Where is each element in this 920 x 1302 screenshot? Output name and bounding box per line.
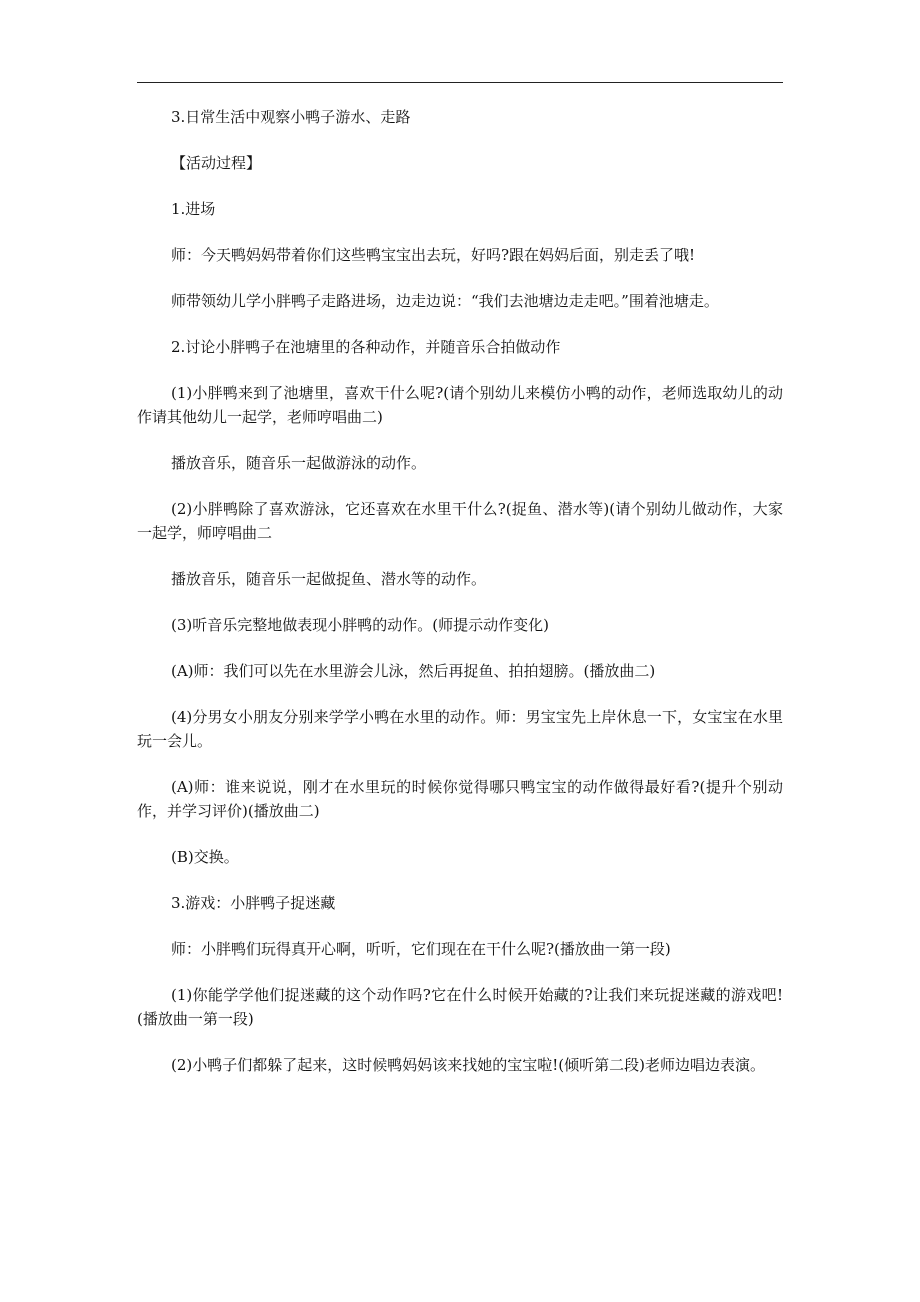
- paragraph-game-1: (1)你能学学他们捉迷藏的这个动作吗?它在什么时候开始藏的?让我们来玩捉迷藏的游戏吧!(播放曲一第一段): [137, 986, 783, 1028]
- paragraph-game-intro: 师：小胖鸭们玩得真开心啊，听听，它们现在在干什么呢?(播放曲一第一段): [171, 940, 671, 958]
- paragraph-item-2: (2)小胖鸭除了喜欢游泳，它还喜欢在水里干什么?(捉鱼、潜水等)(请个别幼儿做动作，大家一起学，师哼唱曲二: [137, 500, 783, 542]
- paragraph-item-4: (4)分男女小朋友分别来学学小鸭在水里的动作。师：男宝宝先上岸休息一下，女宝宝在水里玩一会儿。: [137, 708, 783, 750]
- paragraph-teacher-intro: 师：今天鸭妈妈带着你们这些鸭宝宝出去玩，好吗?跟在妈妈后面，别走丢了哦!: [171, 246, 696, 264]
- paragraph-observe: 3.日常生活中观察小鸭子游水、走路: [171, 108, 411, 126]
- paragraph-item-3a: (A)师：我们可以先在水里游会儿泳，然后再捉鱼、拍拍翅膀。(播放曲二): [171, 662, 656, 680]
- paragraph-play-music-fish: 播放音乐，随音乐一起做捉鱼、潜水等的动作。: [171, 570, 487, 588]
- paragraph-item-3: (3)听音乐完整地做表现小胖鸭的动作。(师提示动作变化): [171, 616, 549, 634]
- step-heading-discuss: 2.讨论小胖鸭子在池塘里的各种动作，并随音乐合拍做动作: [171, 338, 561, 356]
- section-heading-process: 【活动过程】: [171, 154, 262, 172]
- paragraph-play-music-swim: 播放音乐，随音乐一起做游泳的动作。: [171, 454, 427, 472]
- paragraph-item-4b: (B)交换。: [171, 848, 239, 866]
- paragraph-item-4a: (A)师：谁来说说，刚才在水里玩的时候你觉得哪只鸭宝宝的动作做得最好看?(提升个别动作，并学习评价)(播放曲二): [137, 778, 783, 820]
- paragraph-game-2: (2)小鸭子们都躲了起来，这时候鸭妈妈该来找她的宝宝啦!(倾听第二段)老师边唱边表演。: [171, 1056, 765, 1074]
- header-rule: [137, 82, 783, 83]
- step-heading-game: 3.游戏：小胖鸭子捉迷藏: [171, 894, 336, 912]
- document-body: [137, 105, 783, 1099]
- step-heading-enter: 1.进场: [171, 200, 216, 218]
- paragraph-walk-in: 师带领幼儿学小胖鸭子走路进场，边走边说：“我们去池塘边走走吧。”围着池塘走。: [171, 292, 719, 310]
- paragraph-item-1: (1)小胖鸭来到了池塘里，喜欢干什么呢?(请个别幼儿来模仿小鸭的动作，老师选取幼儿的动作请其他幼儿一起学，老师哼唱曲二): [137, 384, 783, 426]
